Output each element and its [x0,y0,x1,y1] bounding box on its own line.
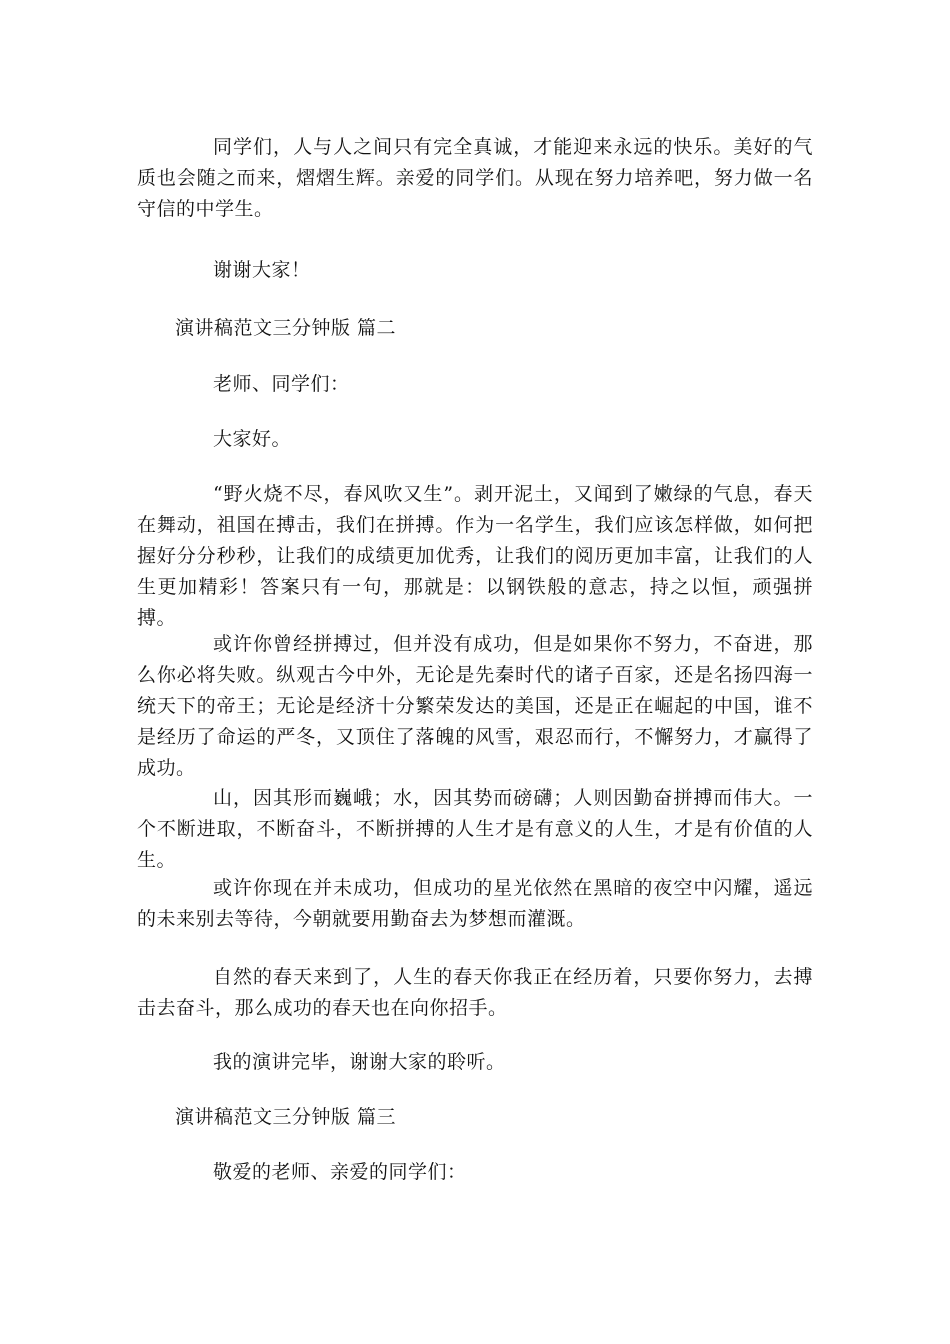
paragraph-greeting: 老师、同学们： [213,373,350,395]
paragraph-starlight: 或许你现在并未成功，但成功的星光依然在黑暗的夜空中闪耀，遥远的未来别去等待，今朝就要用勤奋去为梦想而灌溉。 [137,877,813,930]
paragraph-mountain: 山，因其形而巍峨；水，因其势而磅礴；人则因勤奋拼搏而伟大。一个不断进取，不断奋斗，不断拼搏的人生才是有意义的人生，才是有价值的人生。 [137,787,813,871]
section-heading-2: 演讲稿范文三分钟版 篇二 [175,317,397,339]
paragraph-thanks: 谢谢大家！ [213,259,311,281]
paragraph-spring: “野火烧不尽，春风吹又生”。剥开泥土，又闻到了嫩绿的气息，春天在舞动，祖国在搏击，我们在拼搏。作为一名学生，我们应该怎样做，如何把握好分分秒秒，让我们的成绩更加优秀，让我们的阅历更加丰富，让我们的人生更加精彩！答案只有一句，那就是：以钢铁般的意志，持之以恒，顽强拼搏。 [137,483,813,629]
paragraph-salutation: 敬爱的老师、亲爱的同学们： [213,1161,467,1183]
paragraph-struggle: 或许你曾经拼搏过，但并没有成功，但是如果你不努力，不奋进，那么你必将失败。纵观古今中外，无论是先秦时代的诸子百家，还是名扬四海一统天下的帝王；无论是经济十分繁荣发达的美国，还是正在崛起的中国，谁不是经历了命运的严冬，又顶住了落魄的风雪，艰忍而行，不懈努力，才赢得了成功。 [137,633,813,779]
paragraph-trust: 同学们，人与人之间只有完全真诚，才能迎来永远的快乐。美好的气质也会随之而来，熠熠生辉。亲爱的同学们。从现在努力培养吧，努力做一名守信的中学生。 [137,136,813,220]
paragraph-nature-spring: 自然的春天来到了，人生的春天你我正在经历着，只要你努力，去搏击去奋斗，那么成功的春天也在向你招手。 [137,966,813,1019]
paragraph-closing: 我的演讲完毕，谢谢大家的聆听。 [213,1051,506,1073]
section-heading-3: 演讲稿范文三分钟版 篇三 [175,1106,397,1128]
paragraph-hello: 大家好。 [213,428,292,450]
